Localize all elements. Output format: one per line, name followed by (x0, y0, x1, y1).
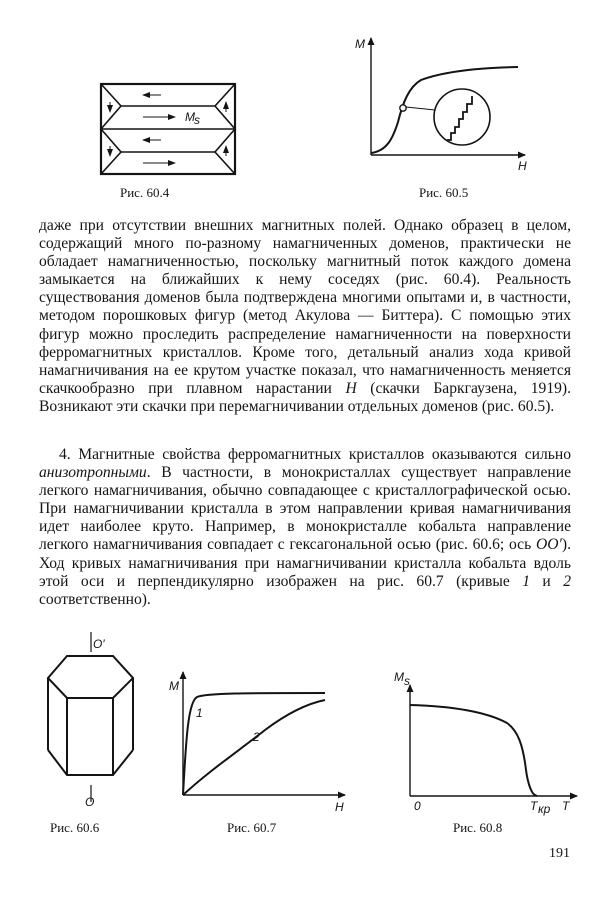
paragraph-2-emphasis: анизотропными (39, 464, 147, 482)
caption-fig-60-8: Рис. 60.8 (453, 820, 503, 835)
fig-60-7-curve-1 (183, 693, 325, 795)
paragraph-2-text-b: . В частности, в монокристаллах существует направление легкого намагничивания, обычно совпадающее с кристаллографической осью. При намагничивании кристалла в этом направлении кривая намагничивания идет наиболее круто. Например, в монокристалле кобальта направление легкого намагничивания совпадает с гексагональной осью (рис. 60.6; ось (39, 464, 571, 554)
fig-60-8-curve (410, 705, 537, 796)
fig-60-8-tc-label: T (530, 799, 538, 813)
figure-60-4 (95, 80, 245, 180)
fig-60-5-x-axis-label: H (518, 159, 527, 173)
fig-60-6-label-o: O (85, 795, 95, 809)
caption-fig-60-4: Рис. 60.4 (120, 185, 170, 200)
fig-60-6-label-o-prime: O′ (93, 637, 105, 651)
fig-60-7-curve-2 (183, 700, 325, 795)
fig-60-4-ms-subscript: s (194, 113, 200, 127)
fig-60-7-y-axis-label: M (169, 679, 179, 693)
paragraph-1-field-symbol: H (345, 379, 357, 397)
figure-60-4-drawing (95, 80, 245, 180)
figure-60-6-drawing (35, 630, 155, 815)
paragraph-2-text-c: ). Ход кривых намагничивания при намагничивании кристалла кобальта вдоль этой оси и перпендикулярно изображен на рис. 60.7 (кривые (39, 536, 571, 590)
fig-60-8-tc-subscript: кр (538, 802, 551, 816)
paragraph-2-axis: OO′ (535, 536, 562, 554)
fig-60-7-x-axis-label: H (335, 800, 344, 814)
paragraph-2-text-a: 4. Магнитные свойства ферромагнитных кристаллов оказываются сильно (59, 446, 571, 463)
paragraph-2-curve-1: 1 (522, 572, 531, 590)
figure-60-7 (165, 660, 350, 815)
paragraph-1-text: даже при отсутствии внешних магнитных полей. Однако образец в целом, содержащий много по-разному намагниченных доменов, практически не обладает намагниченностью, поскольку магнитный поток каждого домена замыкается на ближайших к нему соседях (рис. 60.4). Реальность существования доменов была подтверждена многими опытами и, в частности, методом порошковых фигур (метод Акулова — Биттера). С помощью этих фигур можно проследить распределение намагниченности на поверхности ферромагнитных кристаллов. Кроме того, детальный анализ хода кривой намагничивания на ее крутом участке показал, что намагниченность меняется скачкообразно при плавном нарастании (39, 217, 571, 397)
figure-60-6 (35, 630, 155, 815)
paragraph-2-curve-2: 2 (563, 572, 571, 590)
fig-60-5-y-axis-label: M (355, 37, 365, 51)
figure-60-8 (392, 665, 582, 815)
fig-60-7-curve-2-label: 2 (253, 730, 260, 744)
page-number: 191 (549, 846, 570, 861)
figure-60-8-drawing (392, 665, 582, 815)
figure-60-5 (355, 30, 530, 175)
paragraph-1 (39, 217, 571, 416)
caption-fig-60-5: Рис. 60.5 (419, 185, 469, 200)
fig-60-8-y-axis-label: M (394, 670, 404, 684)
paragraph-2 (39, 446, 571, 609)
fig-60-8-y-axis-subscript: s (404, 674, 410, 688)
figure-60-5-drawing (355, 30, 530, 175)
fig-60-8-x-axis-label: T (562, 799, 570, 813)
caption-fig-60-7: Рис. 60.7 (227, 820, 277, 835)
figure-60-7-drawing (165, 660, 350, 815)
fig-60-4-ms-label: M (185, 110, 195, 124)
paragraph-1-end: (скачки Баркгаузена, 1919). Возникают эти скачки при перемагничивании отдельных доменов (рис. 60.5). (39, 379, 571, 415)
paragraph-2-text-d: соответственно). (39, 590, 151, 608)
caption-fig-60-6: Рис. 60.6 (50, 820, 100, 835)
fig-60-8-origin-label: 0 (414, 799, 421, 813)
paragraph-2-and: и (530, 572, 564, 590)
fig-60-7-curve-1-label: 1 (196, 706, 203, 720)
